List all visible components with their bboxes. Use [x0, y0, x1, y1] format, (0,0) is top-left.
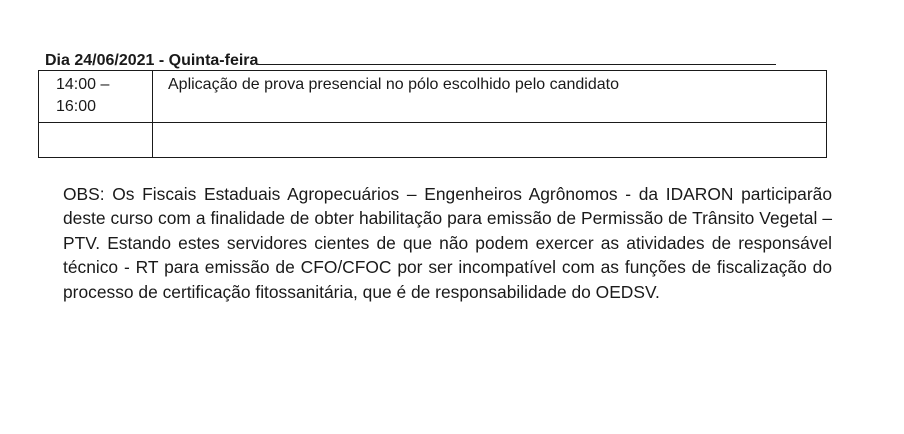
table-row	[39, 71, 827, 123]
table-row	[39, 123, 827, 158]
day-heading	[45, 49, 776, 71]
activity-text: Aplicação de prova presencial no pólo escolhido pelo candidato	[168, 76, 619, 93]
time-start: 14:00 –	[56, 76, 110, 93]
activity-cell	[153, 123, 827, 158]
time-cell	[39, 71, 153, 123]
time-end: 16:00	[56, 98, 97, 115]
observation-paragraph: OBS: Os Fiscais Estaduais Agropecuários – Engenheiros Agrônomos - da IDARON participarão deste curso com a finalidade de obter habilitação para emissão de Permissão de Trânsito Vegetal – PTV. Estando estes servidores cientes de que não podem exercer as atividades de responsável técnico - RT para emissão de CFO/CFOC por ser incompatível com as funções de fiscalização do processo de certificação fitossanitária, que é de responsabilidade do OEDSV.	[63, 184, 832, 302]
time-cell	[39, 123, 153, 158]
heading-underline	[258, 49, 776, 65]
day-heading-text: Dia 24/06/2021 - Quinta-feira	[45, 52, 259, 69]
schedule-table	[38, 70, 827, 158]
activity-cell	[153, 71, 827, 123]
